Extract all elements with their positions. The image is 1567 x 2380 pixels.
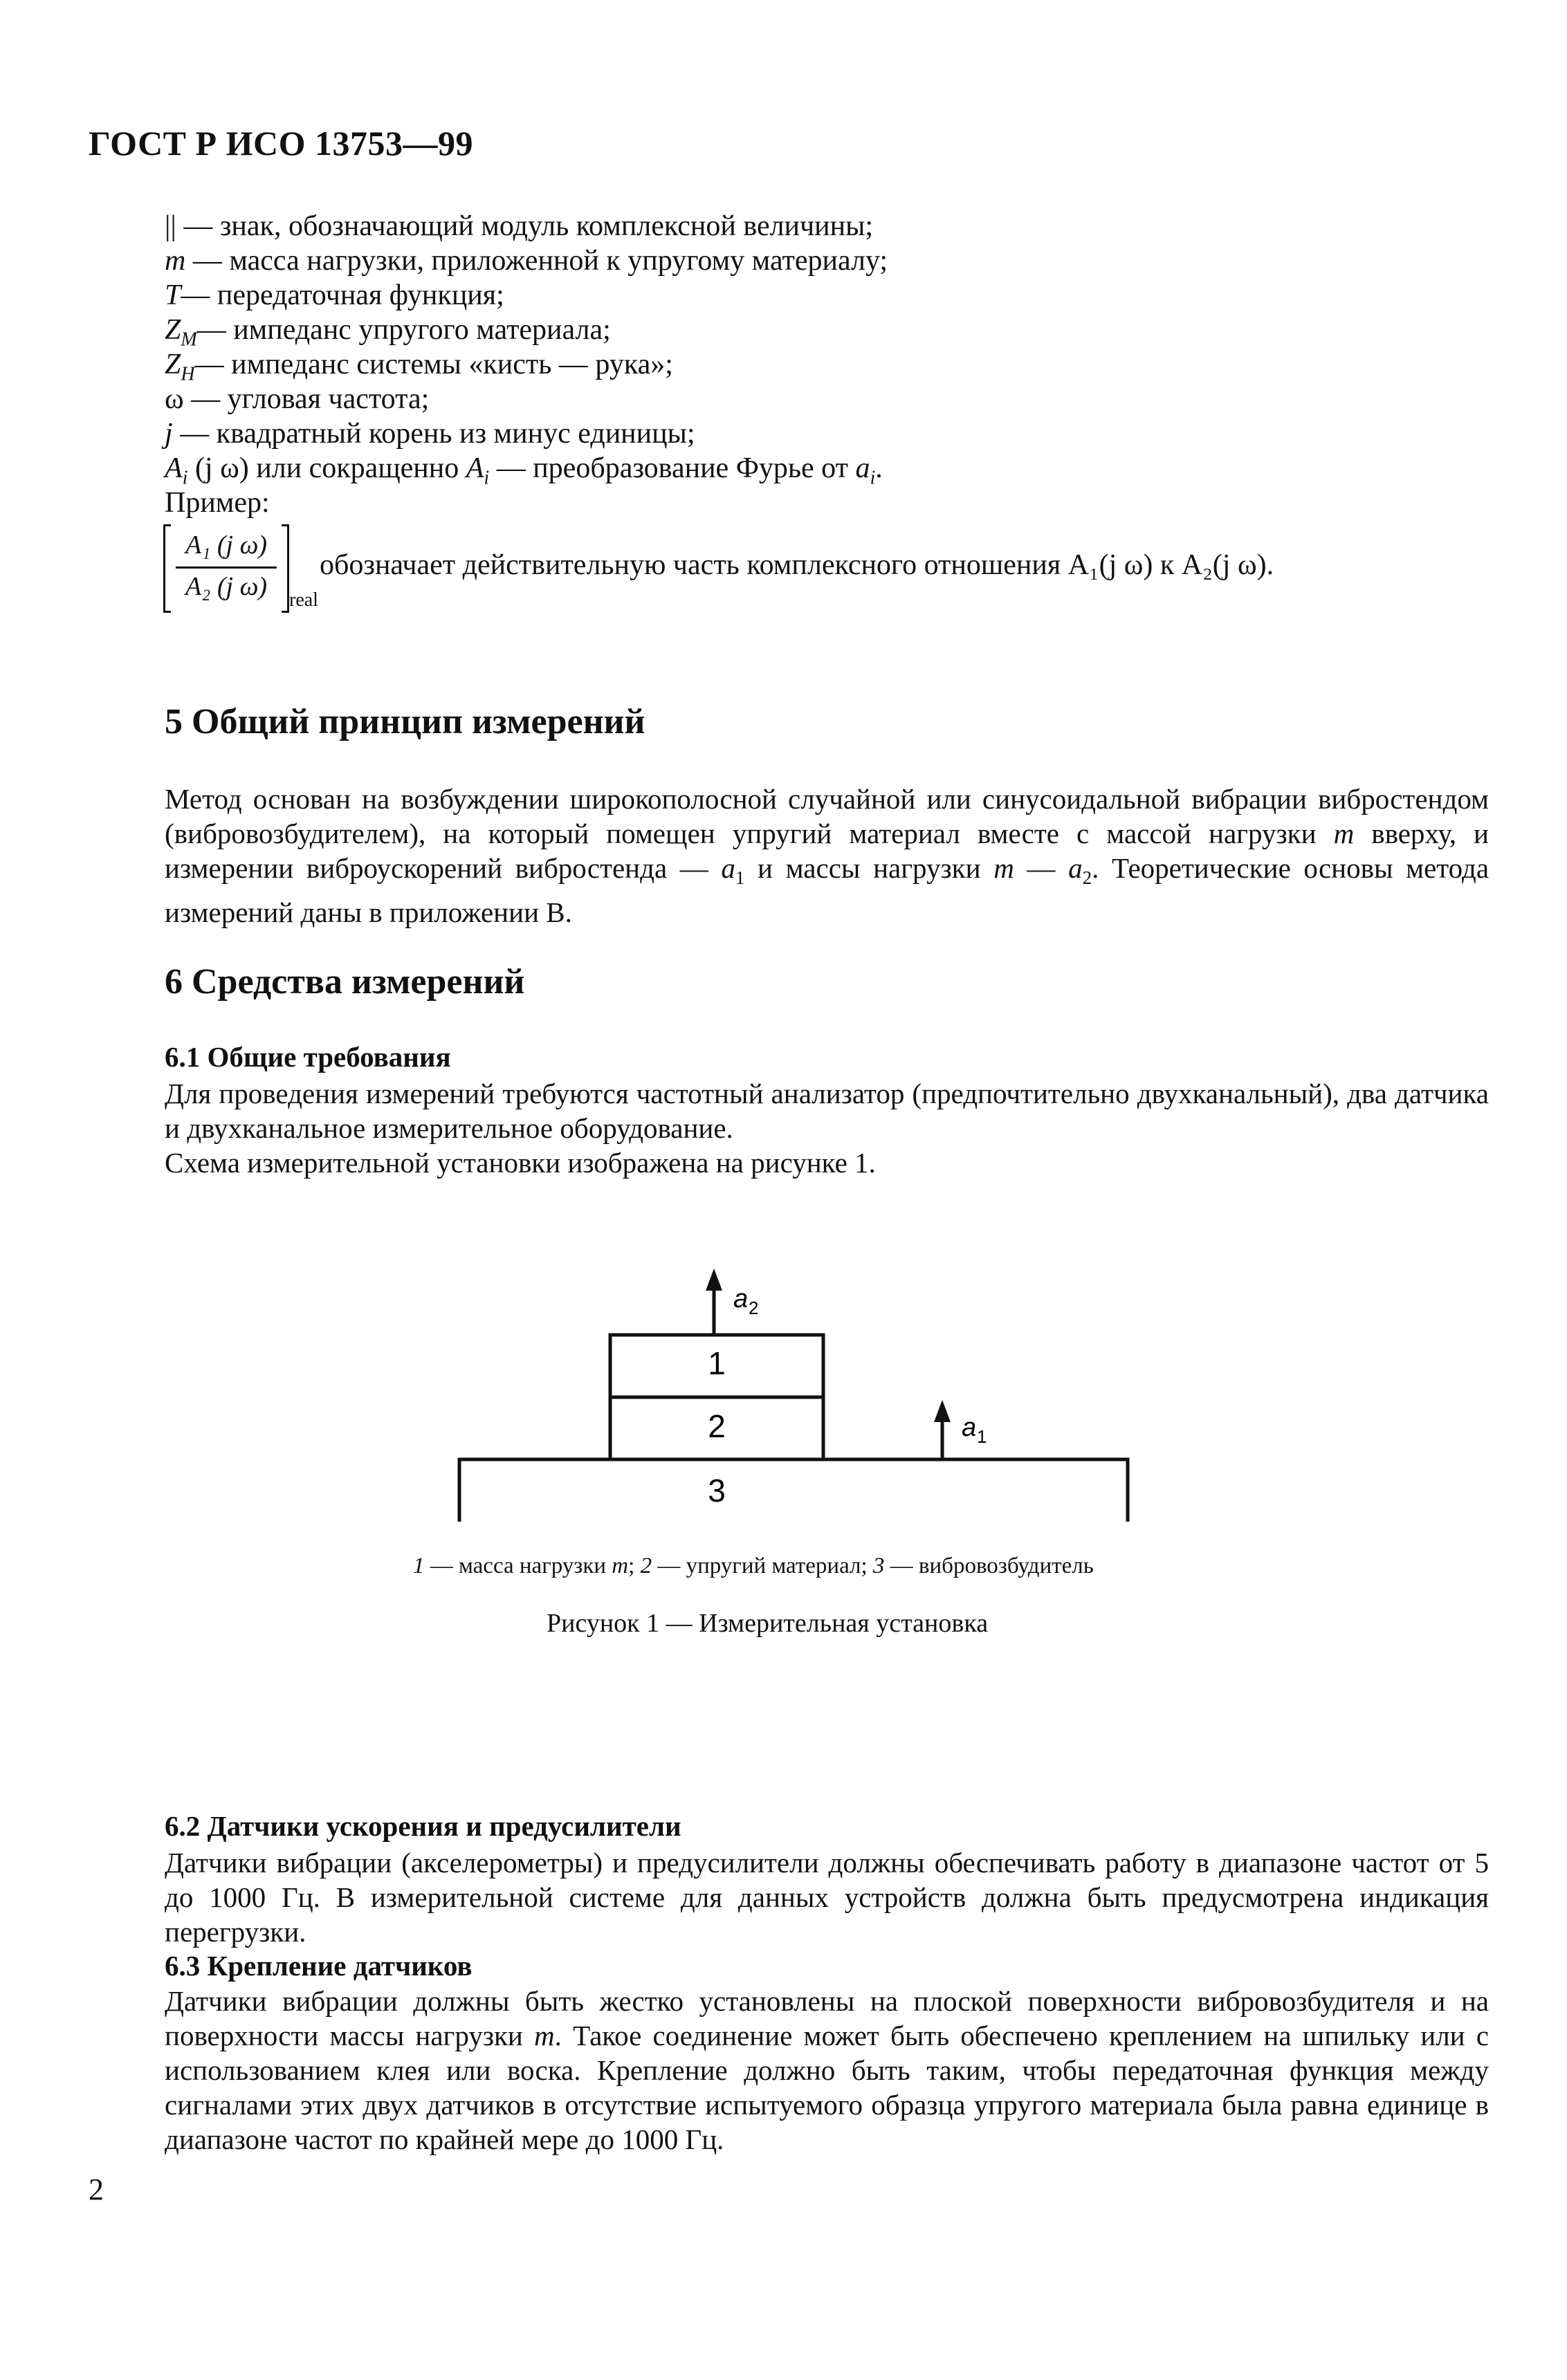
section-6-2-paragraph: Датчики вибрации (акселерометры) и предусилители должны обеспечивать работу в диапазоне частот от 5 до 1000 Гц. В измерительной системе для данных устройств должна быть предусмотрена индикация перегрузки. [165,1847,1489,1948]
figure-1-legend [413,1553,1094,1579]
symbol: A [165,452,183,484]
symbol: ω [165,383,184,415]
text-run: 1 [735,867,745,889]
symbol: j [165,418,173,450]
a2-subscript: 2 [749,1298,759,1318]
example-fraction [163,524,289,610]
block-2-label: 2 [708,1408,726,1444]
symbol-desc: (j ω) или сокращенно [187,452,466,484]
symbol-desc: — импеданс упругого материала; [196,314,611,346]
fraction-numerator: A₁ (j ω) [185,531,268,560]
right-bracket [282,524,289,613]
symbol: T [165,279,181,311]
text-run: m [993,852,1014,884]
text-run: . Такое соединение может быть обеспечено креплением на шпильку или с использованием клея или воска. Крепление должно быть таким, чтобы передаточная функция между сигналами этих двух датчиков в отсутствие испытуемого образца упругого материала была равна единице в диапазоне частот по крайней мере до 1000 Гц. [165,2020,1489,2155]
symbol-item [165,382,429,416]
section-6-1-figure-reference: Схема измерительной установки изображена на рисунке 1. [165,1147,876,1179]
symbol-item [165,209,873,243]
symbol-item [165,243,888,278]
text-run: Датчики вибрации должны быть жестко установлены на плоской поверхности вибровозбудителя и на поверхности массы нагрузки [165,1985,1489,2051]
text-run: a [721,852,735,884]
symbol: m [165,245,186,277]
a1-label: a [962,1413,977,1442]
text-run: и массы нагрузки [744,852,994,884]
symbol: A [466,452,484,484]
text-run: a [1068,852,1083,884]
symbol-item [165,278,504,313]
a1-arrow-head [934,1400,951,1422]
page-number: 2 [89,2173,104,2206]
text-run: вверху, и измерении виброускорений вибростенда — [165,818,1489,884]
text-run: m [534,2020,555,2051]
symbol: Z [165,349,181,380]
fraction-denominator: A₂ (j ω) [185,572,268,601]
text-run: — [1014,852,1069,884]
text-run: — масса нагрузки [424,1553,612,1578]
symbol-desc: — импеданс системы «кисть — рука»; [194,349,673,380]
symbol-subscript: i [870,467,876,489]
section-6-3-paragraph [165,1984,1489,2157]
example-text: обозначает действительную часть комплексного отношения A₁(j ω) к A₂(j ω). [320,549,1274,581]
text-run: m [612,1553,629,1578]
section-6-1-paragraph: Для проведения измерений требуются частотный анализатор (предпочтительно двухканальный), два датчика и двухканальное измерительное оборудование. [165,1078,1489,1144]
document-header: ГОСТ Р ИСО 13753—99 [89,124,473,163]
section-6-1-title: 6.1 Общие требования [165,1041,451,1073]
symbol: Z [165,314,181,346]
example-label: Пример: [165,487,270,519]
fraction-bar [176,566,277,569]
symbol-desc: . [875,452,883,484]
left-bracket [163,524,171,613]
section-6-3-title: 6.3 Крепление датчиков [165,1950,473,1982]
symbol-desc: — угловая частота; [183,383,430,415]
text-run: . Теоретические основы метода измерений даны в приложении В. [165,852,1490,929]
text-run: Метод основан на возбуждении широкополосной случайной или синусоидальной вибрации вибростендом (вибровозбудителем), на который помещен упругий материал вместе с массой нагрузки [165,783,1489,849]
symbol-desc: — передаточная функция; [181,279,504,311]
section-6-2-title: 6.2 Датчики ускорения и предусилители [165,1810,681,1842]
symbol-desc: — преобразование Фурье от [489,452,856,484]
text-run: — вибровозбудитель [884,1553,1094,1578]
text-run: — упругий материал; [652,1553,873,1578]
section-6-title: 6 Средства измерений [165,962,525,1002]
section-5-paragraph [165,782,1489,930]
symbol: a [855,452,870,484]
symbol-subscript: M [181,329,197,351]
symbol-desc: — знак, обозначающий модуль комплексной величины; [176,210,873,242]
text-run: m [1333,818,1355,849]
a2-label: a [733,1284,749,1313]
symbol-subscript: i [182,467,188,489]
figure-1-title: Рисунок 1 — Измерительная установка [547,1609,989,1638]
symbol-desc: — масса нагрузки, приложенной к упругому материалу; [185,245,888,277]
symbol-item [165,416,695,451]
a2-arrow-head [706,1269,722,1291]
symbol: || [165,210,176,242]
section-5-title: 5 Общий принцип измерений [165,702,645,741]
figure-1-diagram [415,1245,1148,1535]
symbol-desc: — квадратный корень из минус единицы; [172,418,695,450]
symbol-item [165,451,883,495]
symbol-subscript: i [484,467,490,489]
block-3-label: 3 [708,1473,726,1509]
symbol-subscript: H [181,363,195,385]
text-run: 2 [640,1553,652,1578]
real-subscript: real [289,589,318,611]
a1-subscript: 1 [977,1426,987,1447]
text-run: ; [628,1553,641,1578]
text-run: 2 [1082,867,1092,889]
text-run: 3 [872,1553,885,1578]
block-3-vibration-exciter [459,1459,1128,1522]
block-1-label: 1 [708,1345,726,1381]
text-run: 1 [413,1553,425,1578]
